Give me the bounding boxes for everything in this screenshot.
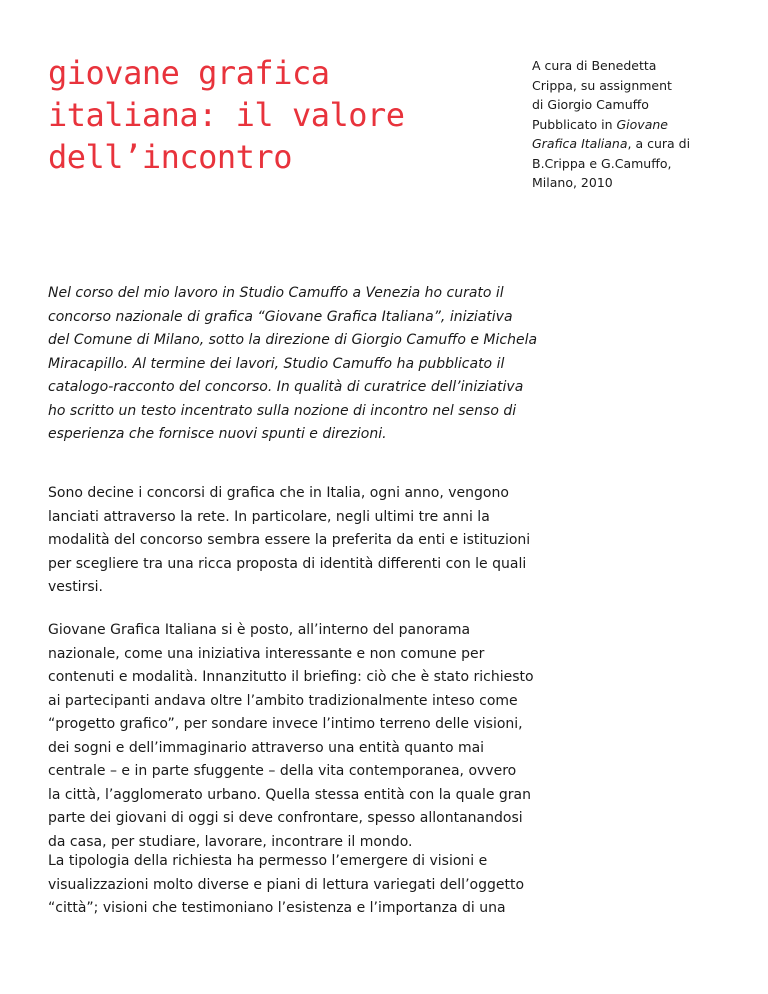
text-line: La tipologia della richiesta ha permesso l’emergere di visioni e <box>48 853 488 869</box>
credits-line <box>532 115 732 135</box>
text-line: ho scritto un testo incentrato sulla nozione di incontro nel senso di <box>48 402 517 419</box>
credits-line: di Giorgio Camuffo <box>532 97 649 112</box>
text-line: parte dei giovani di oggi si deve confrontare, spesso allontanandosi <box>48 810 523 826</box>
text-line: nazionale, come una iniziativa interessante e non comune per <box>48 645 485 662</box>
text-line: catalogo-racconto del concorso. In qualità di curatrice dell’iniziativa <box>48 379 524 395</box>
body-paragraph <box>48 482 568 600</box>
text-line: la città, l’agglomerato urbano. Quella stessa entità con la quale gran <box>48 786 531 803</box>
text-line: dei sogni e dell’immaginario attraverso una entità quanto mai <box>48 739 485 756</box>
publication-title: Grafica Italiana <box>532 136 628 151</box>
body-paragraph <box>48 850 568 921</box>
text-line: “città”; visioni che testimoniano l’esistenza e l’importanza di una <box>48 900 506 916</box>
body-paragraph <box>48 619 568 854</box>
title-line: dell’incontro <box>48 138 292 176</box>
credits-text: , a cura di <box>627 136 691 151</box>
credits-block <box>532 56 732 193</box>
text-line: da casa, per studiare, lavorare, incontrare il mondo. <box>48 833 413 850</box>
text-line: concorso nazionale di grafica “Giovane Grafica Italiana”, iniziativa <box>48 308 513 325</box>
text-line: esperienza che fornisce nuovi spunti e direzioni. <box>48 426 387 442</box>
text-line: lanciati attraverso la rete. In particolare, negli ultimi tre anni la <box>48 508 490 525</box>
text-line: vestirsi. <box>48 579 103 595</box>
title-line: giovane grafica <box>48 54 330 92</box>
text-line: Sono decine i concorsi di grafica che in Italia, ogni anno, vengono <box>48 485 509 501</box>
title-line: italiana: il valore <box>48 96 405 134</box>
credits-line: Crippa, su assignment <box>532 77 672 93</box>
intro-paragraph <box>48 282 568 447</box>
text-line: “progetto grafico”, per sondare invece l’intimo terreno delle visioni, <box>48 716 523 732</box>
text-line: Miracapillo. Al termine dei lavori, Studio Camuffo ha pubblicato il <box>48 355 505 372</box>
text-line: centrale – e in parte sfuggente – della vita contemporanea, ovvero <box>48 763 517 779</box>
text-line: del Comune di Milano, sotto la direzione di Giorgio Camuffo e Michela <box>48 332 538 348</box>
text-line: contenuti e modalità. Innanzitutto il briefing: ciò che è stato richiesto <box>48 669 534 685</box>
text-line: Giovane Grafica Italiana si è posto, all’interno del panorama <box>48 622 471 638</box>
text-line: per scegliere tra una ricca proposta di identità differenti con le quali <box>48 555 527 572</box>
credits-text: Pubblicato in <box>532 116 617 132</box>
credits-line: B.Crippa e G.Camuffo, <box>532 155 672 171</box>
credits-line: A cura di Benedetta <box>532 58 657 73</box>
text-line: modalità del concorso sembra essere la preferita da enti e istituzioni <box>48 532 531 548</box>
publication-title: Giovane <box>616 116 668 132</box>
page-title <box>48 52 468 178</box>
credits-line <box>532 134 732 154</box>
text-line: visualizzazioni molto diverse e piani di lettura variegati dell’oggetto <box>48 876 525 893</box>
credits-line: Milano, 2010 <box>532 175 613 190</box>
text-line: ai partecipanti andava oltre l’ambito tradizionalmente inteso come <box>48 692 518 709</box>
text-line: Nel corso del mio lavoro in Studio Camuffo a Venezia ho curato il <box>48 285 504 301</box>
